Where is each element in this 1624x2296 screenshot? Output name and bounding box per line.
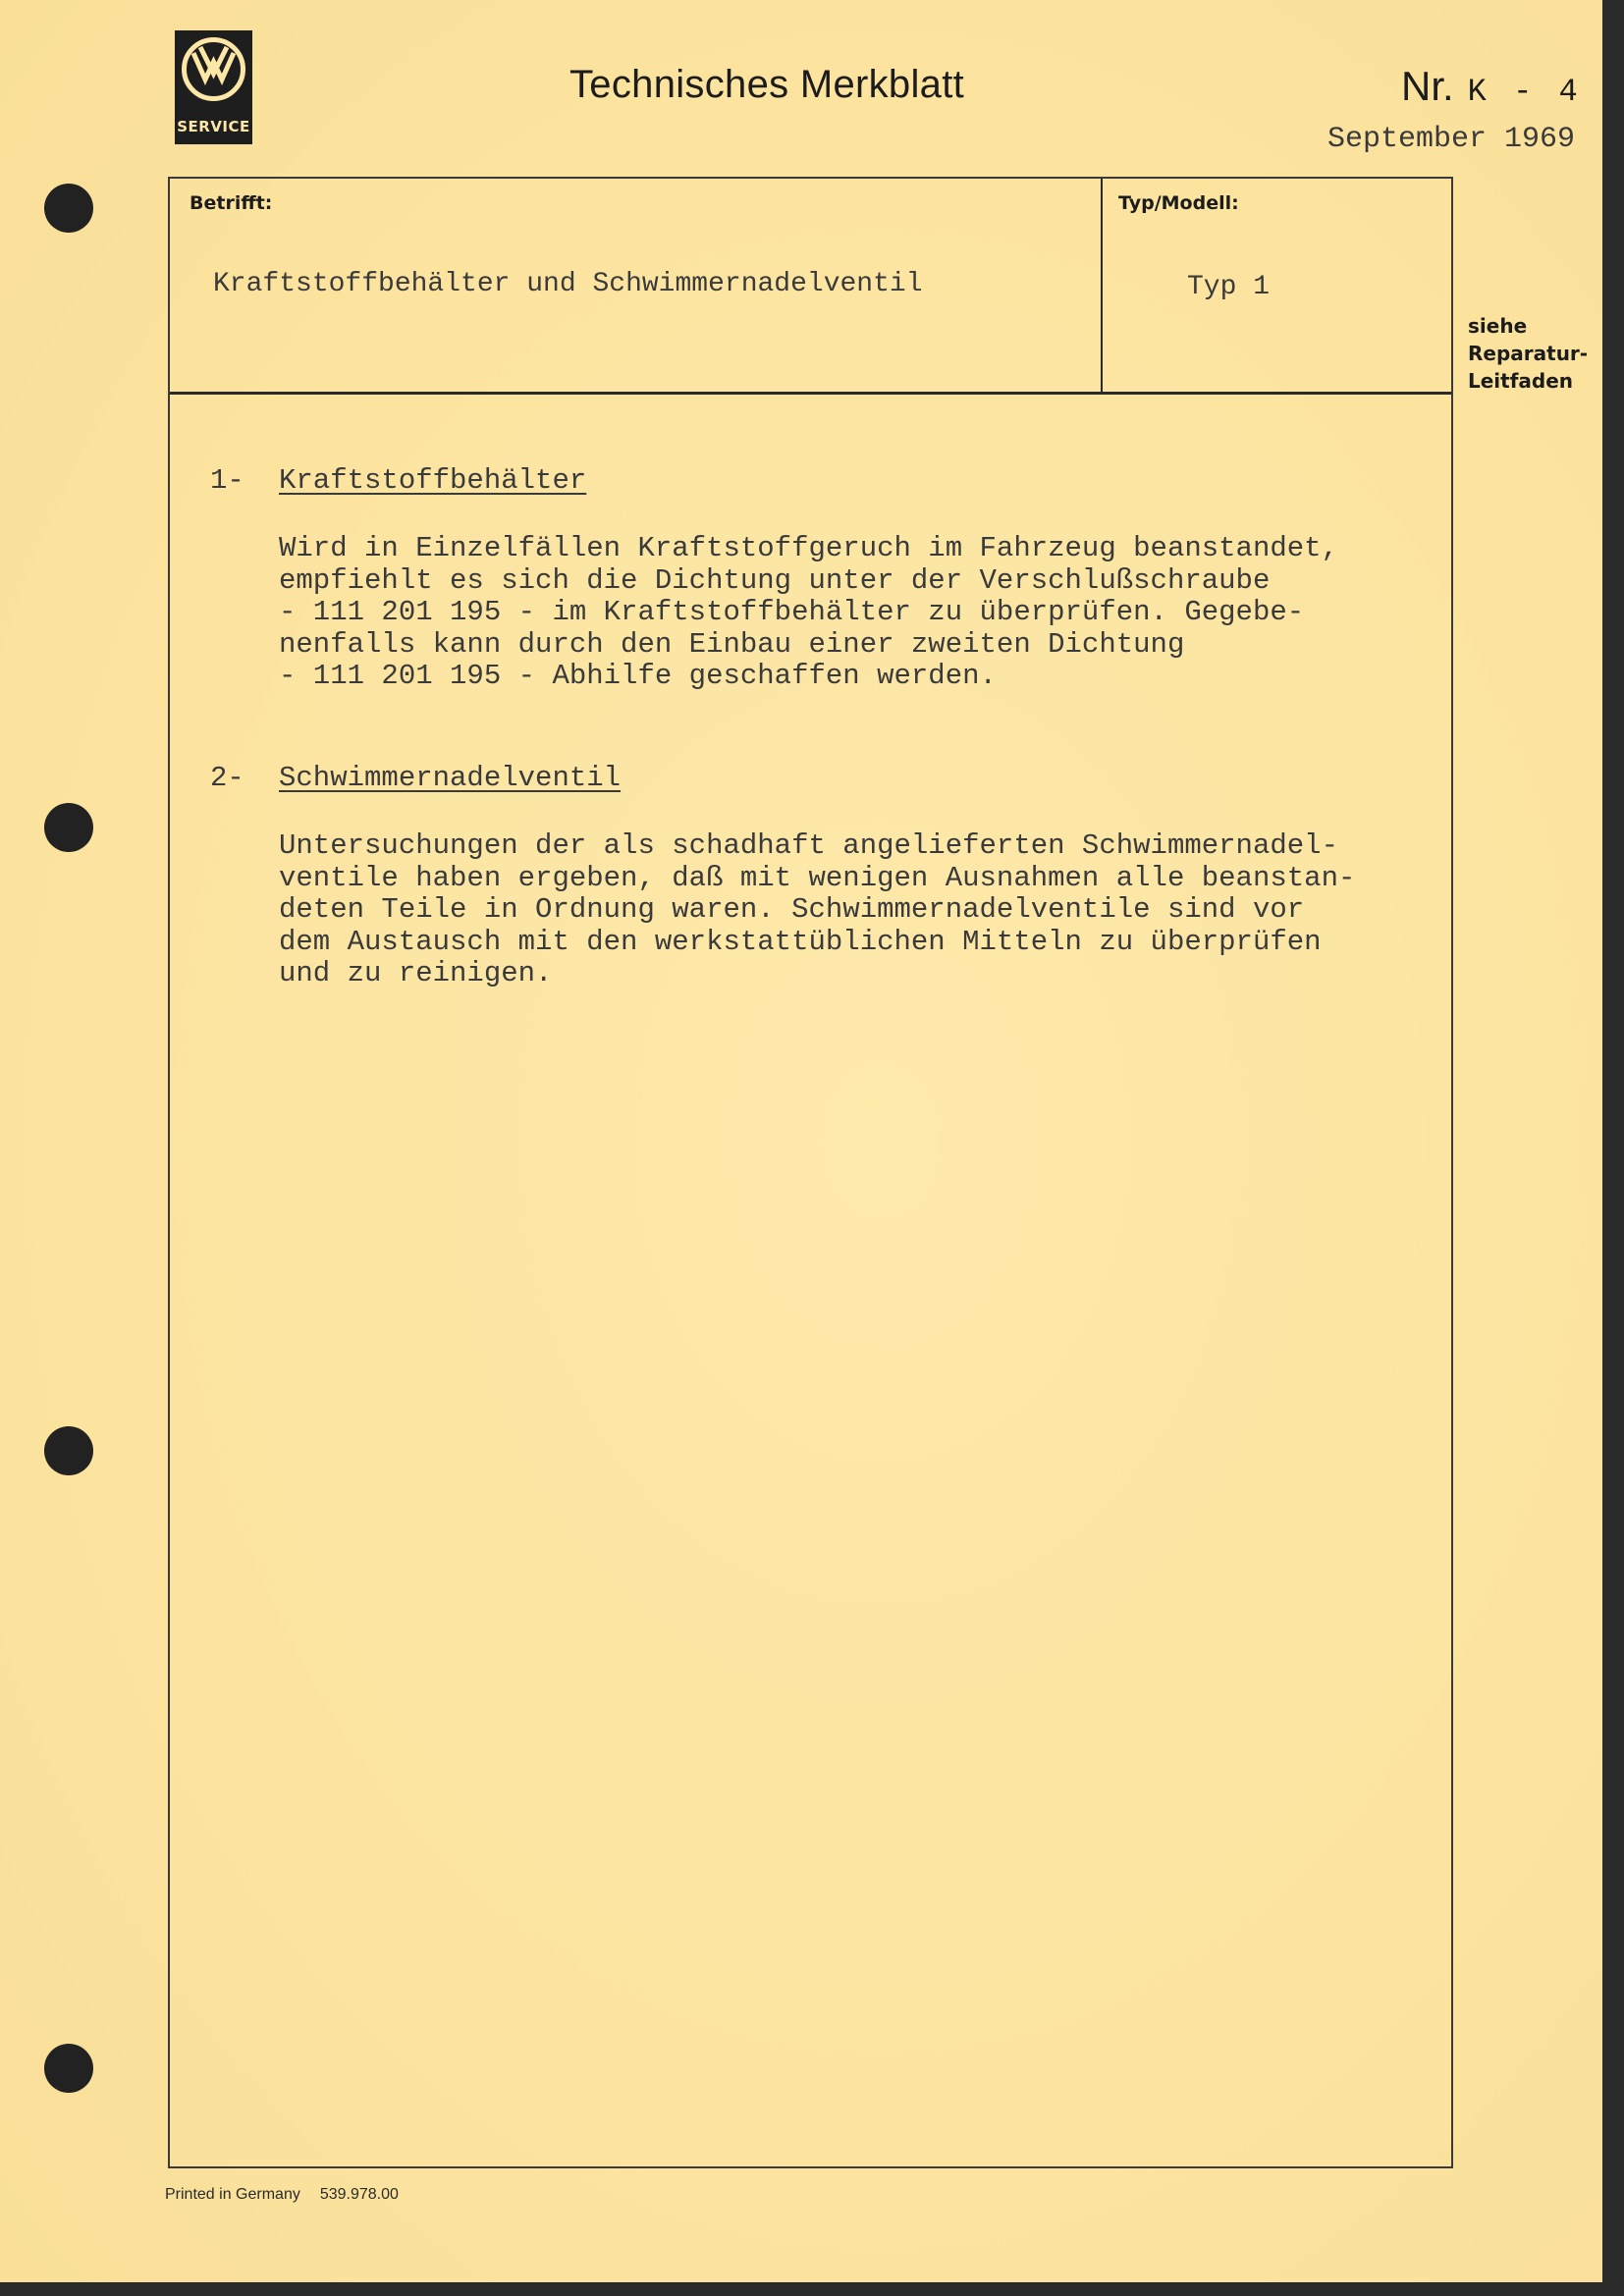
reference-note-line: siehe [1468, 314, 1528, 338]
number-value: K - 4 [1467, 74, 1582, 110]
column-divider [1101, 179, 1103, 392]
subject-value: Kraftstoffbehälter und Schwimmernadelventil [213, 269, 923, 299]
body-line: - 111 201 195 - Abhilfe geschaffen werden. [279, 660, 997, 692]
subject-label: Betrifft: [189, 192, 273, 214]
punch-hole [44, 1426, 93, 1475]
document-date: September 1969 [1327, 123, 1576, 156]
model-value: Typ 1 [1187, 272, 1271, 302]
section-body [279, 830, 1355, 990]
body-line: Untersuchungen der als schadhaft angelieferten Schwimmernadel- [279, 829, 1338, 862]
print-footer [165, 2186, 399, 2204]
section-title: Schwimmernadelventil [279, 762, 622, 794]
body-line: empfiehlt es sich die Dichtung unter der Verschlußschraube [279, 563, 1271, 597]
section-number: 2- [210, 762, 244, 794]
vw-service-logo [175, 30, 252, 144]
body-line: - 111 201 195 - im Kraftstoffbehälter zu überprüfen. Gegebe- [279, 596, 1305, 628]
section-title: Kraftstoffbehälter [279, 464, 587, 497]
printed-in-label: Printed in Germany [165, 2186, 300, 2203]
form-code: 539.978.00 [319, 2186, 399, 2203]
body-line: dem Austausch mit den werkstattüblichen Mitteln zu überprüfen [279, 925, 1322, 958]
body-line: nenfalls kann durch den Einbau einer zweiten Dichtung [279, 627, 1185, 661]
vw-emblem-icon [181, 36, 246, 102]
body-line: deten Teile in Ordnung waren. Schwimmernadelventile sind vor [279, 893, 1305, 926]
number-label: Nr. [1401, 63, 1454, 109]
body-line: und zu reinigen. [279, 957, 553, 989]
body-line: Wird in Einzelfällen Kraftstoffgeruch im Fahrzeug beanstandet, [279, 532, 1338, 564]
reference-note [1468, 312, 1588, 395]
reference-note-line: Reparatur- [1468, 342, 1589, 365]
logo-service-text: SERVICE [177, 118, 250, 135]
document-number [1401, 63, 1582, 110]
document-title: Technisches Merkblatt [569, 63, 965, 106]
punch-hole [44, 184, 93, 233]
body-line: ventile haben ergeben, daß mit wenigen Ausnahmen alle beanstan- [279, 861, 1356, 894]
form-header-row [170, 179, 1451, 395]
punch-hole [44, 803, 93, 852]
punch-hole [44, 2044, 93, 2093]
section-number: 1- [210, 464, 244, 497]
model-label: Typ/Modell: [1118, 192, 1239, 214]
section-body [279, 533, 1338, 693]
reference-note-line: Leitfaden [1468, 369, 1574, 393]
